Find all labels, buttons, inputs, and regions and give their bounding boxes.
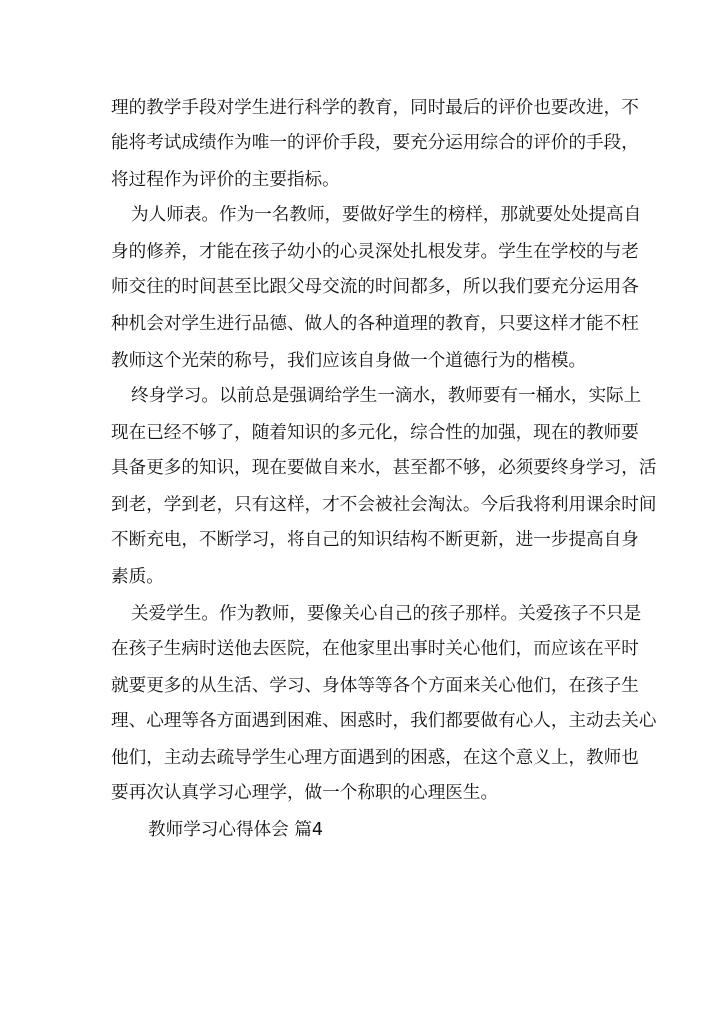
text-line-7: 种机会对学生进行品德、做人的各种道理的教育，只要这样才能不枉 [111, 314, 639, 334]
text-line-5: 身的修养，才能在孩子幼小的心灵深处扎根发芽。学生在学校的与老 [111, 242, 639, 262]
text-line-19: 他们，主动去疏导学生心理方面遇到的困惑，在这个意义上，教师也 [111, 748, 639, 768]
section-heading: 教师学习心得体会 篇4 [148, 820, 324, 840]
text-line-6: 师交往的时间甚至比跟父母交流的时间都多，所以我们要充分运用各 [111, 277, 639, 297]
paragraph-start-line: 关爱学生。作为教师，要像关心自己的孩子那样。关爱孩子不只是 [131, 604, 642, 624]
text-line-20: 要再次认真学习心理学，做一个称职的心理医生。 [111, 783, 499, 803]
text-line-12: 到老，学到老，只有这样，才不会被社会淘汰。今后我将利用课余时间 [111, 495, 657, 515]
text-line-18: 理、心理等各方面遇到困难、困惑时，我们都要做有心人，主动去关心 [111, 711, 657, 731]
text-line-3: 将过程作为评价的主要指标。 [111, 170, 340, 190]
paragraph-start-line: 终身学习。以前总是强调给学生一滴水，教师要有一桶水，实际上 [131, 386, 642, 406]
paragraph-start-line: 为人师表。作为一名教师，要做好学生的榜样，那就要处处提高自 [131, 205, 642, 225]
text-line-17: 就要更多的从生活、学习、身体等等各个方面来关心他们，在孩子生 [111, 676, 639, 696]
text-line-11: 具备更多的知识，现在要做自来水，甚至都不够，必须要终身学习，活 [111, 458, 657, 478]
text-line-13: 不断充电，不断学习，将自己的知识结构不断更新，进一步提高自身 [111, 530, 639, 550]
text-line-1: 理的教学手段对学生进行科学的教育，同时最后的评价也要改进，不 [111, 98, 639, 118]
text-line-16: 在孩子生病时送他去医院，在他家里出事时关心他们，而应该在平时 [111, 639, 639, 659]
text-line-8: 教师这个光荣的称号，我们应该自身做一个道德行为的楷模。 [111, 351, 587, 371]
text-line-14: 素质。 [111, 567, 164, 587]
text-line-10: 现在已经不够了，随着知识的多元化，综合性的加强，现在的教师要 [111, 423, 639, 443]
text-line-2: 能将考试成绩作为唯一的评价手段，要充分运用综合的评价的手段， [111, 133, 639, 153]
